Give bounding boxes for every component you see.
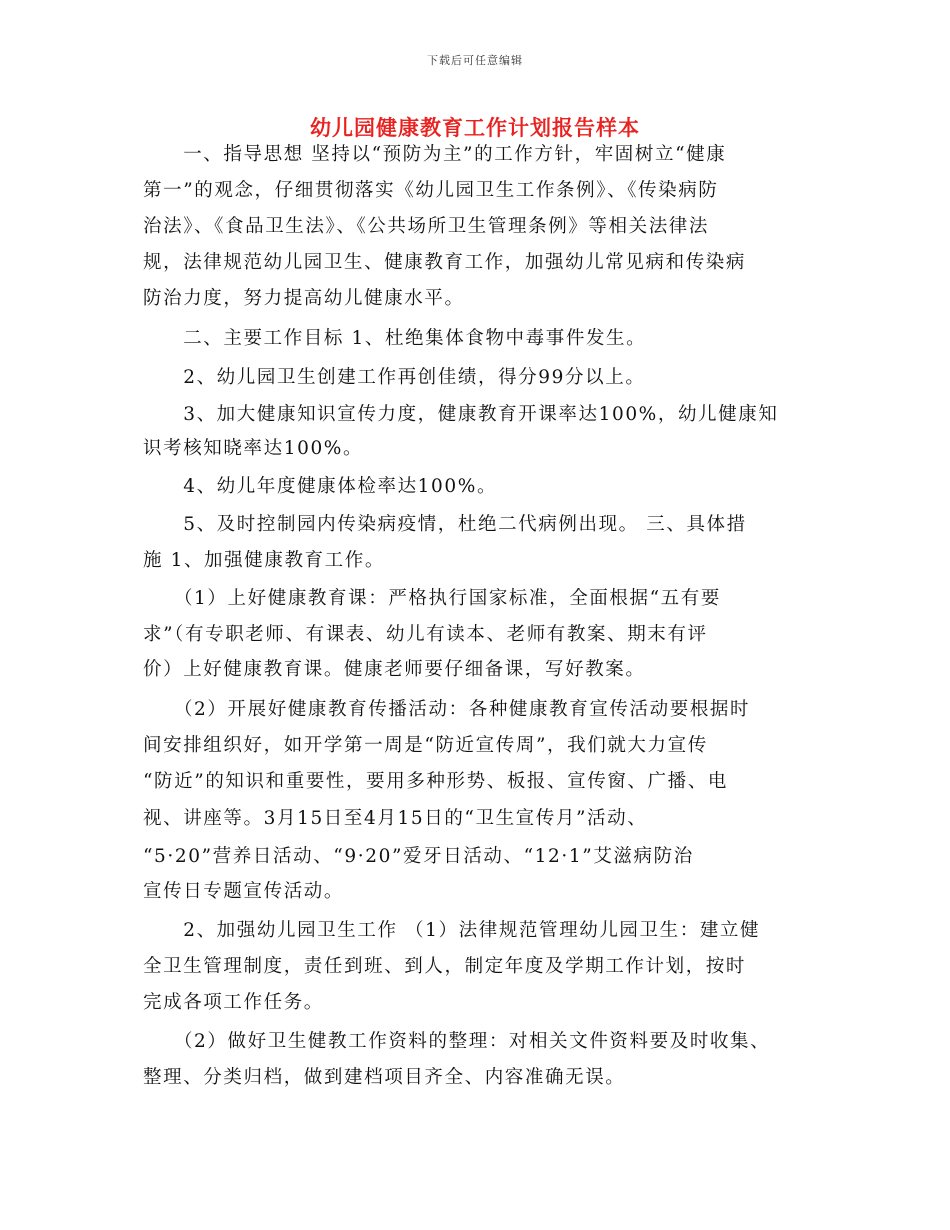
body-line: 二、主要工作目标 1、杜绝集体食物中毒事件发生。 xyxy=(143,328,647,349)
body-line: 视、讲座等。3月15日至4月15日的“卫生宣传月”活动、 xyxy=(143,808,648,829)
body-line: “防近”的知识和重要性，要用多种形势、板报、宣传窗、广播、电 xyxy=(143,771,728,792)
body-line: （2）做好卫生健教工作资料的整理：对相关文件资料要及时收集、 xyxy=(143,1031,771,1052)
body-line: 4、幼儿年度健康体检率达100%。 xyxy=(143,476,498,497)
body-line: 2、加强幼儿园卫生工作 （1）法律规范管理幼儿园卫生：建立健 xyxy=(143,920,761,941)
body-line: 识考核知晓率达100%。 xyxy=(143,438,364,459)
body-line: 整理、分类归档，做到建档项目齐全、内容准确无误。 xyxy=(143,1067,626,1088)
body-line: 间安排组织好，如开学第一周是“防近宣传周”，我们就大力宣传 xyxy=(143,735,708,756)
body-line: 一、指导思想 坚持以“预防为主”的工作方针，牢固树立“健康 xyxy=(143,144,727,165)
body-line: 治法》、《食品卫生法》、《公共场所卫生管理条例》等相关法律法 xyxy=(143,216,710,237)
body-line: 施 1、加强健康教育工作。 xyxy=(143,550,385,571)
document-title: 幼儿园健康教育工作计划报告样本 xyxy=(310,116,640,140)
body-line: 3、加大健康知识宣传力度，健康教育开课率达100%，幼儿健康知 xyxy=(143,404,779,425)
body-line: 全卫生管理制度，责任到班、到人，制定年度及学期工作计划，按时 xyxy=(143,956,747,977)
body-line: 2、幼儿园卫生创建工作再创佳绩，得分99分以上。 xyxy=(143,367,646,388)
body-line: 第一”的观念，仔细贯彻落实《幼儿园卫生工作条例》、《传染病防 xyxy=(143,180,719,201)
body-line: （1）上好健康教育课：严格执行国家标准，全面根据“五有要 xyxy=(143,588,721,609)
body-line: “5·20”营养日活动、“9·20”爱牙日活动、“12·1”艾滋病防治 xyxy=(143,846,694,867)
body-line: 5、及时控制园内传染病疫情，杜绝二代病例出现。 三、具体措 xyxy=(143,514,747,535)
body-line: 求”（有专职老师、有课表、幼儿有读本、老师有教案、期末有评 xyxy=(143,624,708,645)
body-line: 规，法律规范幼儿园卫生、健康教育工作，加强幼儿常见病和传染病 xyxy=(143,252,747,273)
body-line: 宣传日专题宣传活动。 xyxy=(143,881,345,902)
body-line: 完成各项工作任务。 xyxy=(143,992,324,1013)
body-line: （2）开展好健康教育传播活动：各种健康教育宣传活动要根据时 xyxy=(143,699,751,720)
body-line: 防治力度，努力提高幼儿健康水平。 xyxy=(143,288,465,309)
body-line: 价）上好健康教育课。健康老师要仔细备课，写好教案。 xyxy=(143,659,646,680)
header-note: 下载后可任意编辑 xyxy=(427,54,523,67)
